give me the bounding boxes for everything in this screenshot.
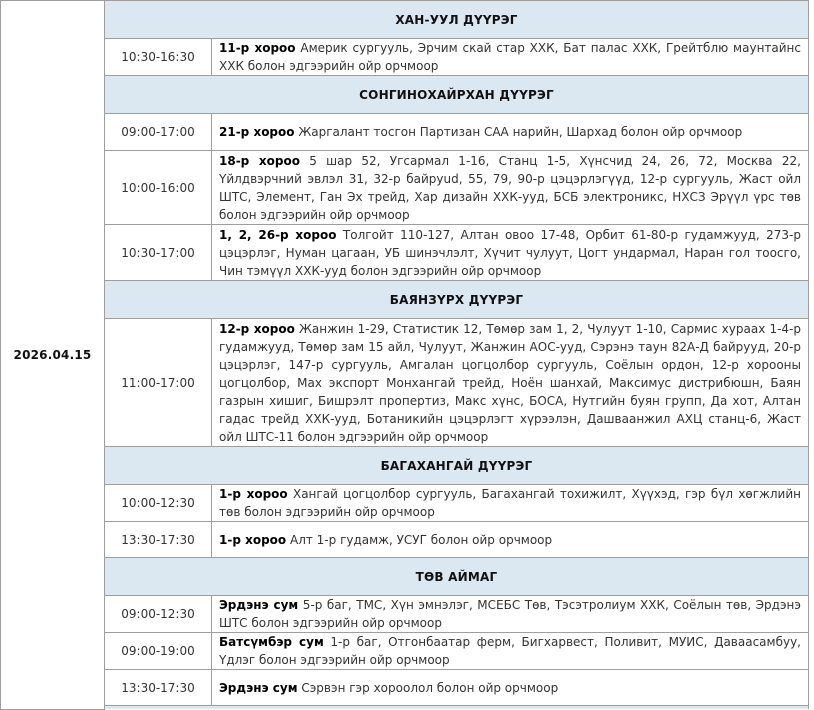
area-label: Эрдэнэ сум	[219, 680, 298, 695]
area-label: 21-р хороо	[219, 125, 295, 139]
table-row	[1, 151, 809, 225]
section-header-row	[1, 76, 809, 114]
area-details: Толгойт 110-127, Алтан овоо 17-48, Орбит 61-80-р гудамжууд, 273-р цэцэрлэг, Нуман цагаан, УБ шинэчлэлт, Хүчит чулуут, Цогт ундармал, Наран гол тоосго, Чин тэмүүл ХХК-ууд болон эдгээрийн ойр орчмоор	[219, 227, 801, 278]
area-details: Алт 1-р гудамж, УСУГ болон ойр орчмоор	[286, 532, 553, 547]
section-title-bagakhangai: БАГАХАНГАЙ ДҮҮРЭГ	[105, 447, 809, 485]
area-details: 1-р баг, Отгонбаатар ферм, Бигхарвест, Поливит, МУИС, Даваасамбуу, Үдлэг болон эдгээрийн ойр орчмоор	[219, 635, 801, 667]
description-cell	[212, 485, 809, 522]
description-cell	[212, 319, 809, 447]
table-row	[1, 596, 809, 633]
table-row	[1, 670, 809, 706]
time-cell: 10:00-16:00	[105, 151, 212, 225]
table-row	[1, 319, 809, 447]
time-cell: 11:00-17:00	[105, 319, 212, 447]
table-row	[1, 633, 809, 670]
date-cell: 2026.04.15	[1, 1, 105, 710]
table-row	[1, 522, 809, 558]
table-row	[1, 39, 809, 76]
time-cell: 10:30-17:00	[105, 225, 212, 281]
section-title-khan-uul: ХАН-УУЛ ДҮҮРЭГ	[105, 1, 809, 39]
area-label: Эрдэнэ сум	[219, 598, 299, 612]
section-header-row	[1, 447, 809, 485]
description-cell	[212, 39, 809, 76]
description-cell	[212, 633, 809, 670]
table-row	[1, 225, 809, 281]
table-row	[1, 114, 809, 151]
description-cell	[212, 670, 809, 706]
description-cell	[212, 114, 809, 151]
area-details: Жаргалант тосгон Партизан САА нарийн, Шархад болон ойр орчмоор	[294, 125, 743, 139]
area-label: Батсүмбэр сум	[219, 635, 324, 649]
time-cell: 10:00-12:30	[105, 485, 212, 522]
description-cell	[212, 596, 809, 633]
table-row	[1, 485, 809, 522]
area-details: Хангай цогцолбор сургууль, Багахангай тохижилт, Хүүхэд, гэр бүл хөгжлийн төв болон эдгээрийн ойр орчмоор	[219, 487, 801, 519]
section-header-row	[1, 558, 809, 596]
area-details: 5 шар 52, Угсармал 1-16, Станц 1-5, Хүнсчид 24, 26, 72, Москва 22, Үйлдвэрчний эвлэл 31, 32-р байруud, 55, 79, 90-р цэцэрлэгүүд, 12-р сургууль, Жаст ойл ШТС, Элемент, Ган Эх трейд, Хар дизайн ХХК-ууд, БСБ электроникс, НХСЗ Эрүүл үрс төв болон эдгээрийн ойр орчмоор	[219, 153, 801, 222]
section-title-songinokhairkhan: СОНГИНОХАЙРХАН ДҮҮРЭГ	[105, 76, 809, 114]
description-cell	[212, 225, 809, 281]
time-cell: 10:30-16:30	[105, 39, 212, 76]
time-cell: 09:00-17:00	[105, 114, 212, 151]
section-header-row	[1, 1, 809, 39]
section-title-tuv-aimag: ТӨВ АЙМАГ	[105, 558, 809, 596]
section-title-bayanzurkh: БАЯНЗҮРХ ДҮҮРЭГ	[105, 281, 809, 319]
area-details: 5-р баг, ТМС, Хүн эмнэлэг, МСЕБС Төв, Тэсэтролиум ХХК, Соёлын төв, Эрдэнэ ШТС болон эдгээрийн ойр орчмоор	[219, 598, 801, 630]
time-cell: 13:30-17:30	[105, 522, 212, 558]
area-details: Сэрвэн гэр хороолол болон ойр орчмоор	[297, 680, 559, 695]
area-label: 18-р хороо	[219, 153, 300, 168]
area-label: 1-р хороо	[219, 532, 287, 547]
time-cell: 13:30-17:30	[105, 670, 212, 706]
section-header-row	[1, 281, 809, 319]
description-cell	[212, 522, 809, 558]
area-label: 1, 2, 26-р хороо	[219, 227, 337, 242]
area-label: 12-р хороо	[219, 321, 295, 336]
time-cell: 09:00-12:30	[105, 596, 212, 633]
time-cell: 09:00-19:00	[105, 633, 212, 670]
table-bottom-edge	[1, 706, 809, 710]
area-details: Америк сургууль, Эрчим скай стар ХХК, Бат палас ХХК, Грейтблю маунтайнс ХХК болон эдгээрийн ойр орчмоор	[219, 41, 801, 73]
area-details: Жанжин 1-29, Статистик 12, Төмөр зам 1, 2, Чулуут 1-10, Сармис хураах 1-4-р гудамжууд, Төмөр зам 15 айл, Чулуут, Жанжин АОС-ууд, Сэрэнэ таун 82А-Д байрууд, 20-р цэцэрлэг, 147-р сургууль, Амгалан цогцолбор сургууль, Соёлын ордон, 12-р хорооны цогцолбор, Мах экспорт Монхангай трейд, Ноён шанхай, Максимус дистрибюшн, Баян газрын хишиг, Бишрэлт пропертиз, Макс хүнс, БОСА, Нутгийн буян групп, Да хот, Алтан гадас трейд ХХК-ууд, Ботаникийн цэцэрлэгт хүрээлэн, Дашваанжил АХЦ станц-6, Жаст ойл ШТС-11 болон эдгээрийн ойр орчмоор	[219, 321, 801, 444]
area-label: 1-р хороо	[219, 487, 288, 501]
area-label: 11-р хороо	[219, 41, 296, 55]
description-cell	[212, 151, 809, 225]
